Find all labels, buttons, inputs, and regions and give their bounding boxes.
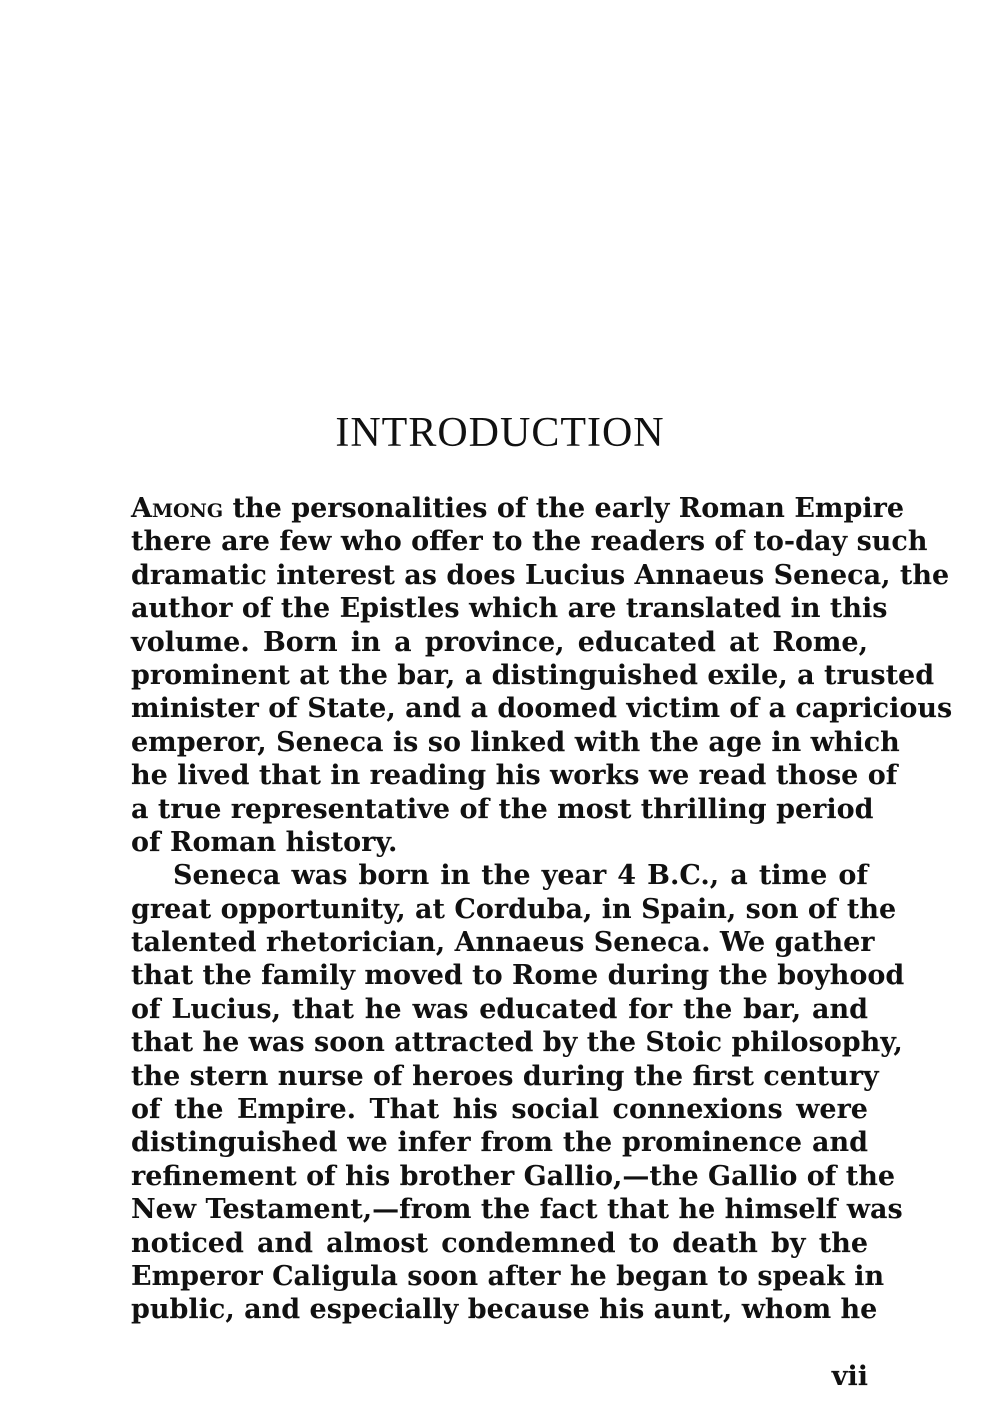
text-line: the stern nurse of heroes during the first century bbox=[131, 1060, 879, 1092]
text-line: distinguished we infer from the prominence and bbox=[131, 1127, 868, 1159]
text-line: volume. Born in a province, educated at Rome, bbox=[131, 626, 868, 658]
text-line: dramatic interest as does Lucius Annaeus Seneca, the bbox=[131, 559, 950, 591]
text-line: that the family moved to Rome during the boyhood bbox=[131, 960, 905, 992]
text-line: public, and especially because his aunt, whom he bbox=[131, 1294, 878, 1326]
text-line bbox=[131, 492, 905, 525]
page-number: vii bbox=[831, 1361, 868, 1392]
text-line: noticed and almost condemned to death by the bbox=[131, 1227, 868, 1259]
text-line: that he was soon attracted by the Stoic philosophy, bbox=[131, 1027, 903, 1059]
text-line-rest: the personalities of the early Roman Empire bbox=[223, 493, 905, 524]
text-line: great opportunity, at Corduba, in Spain, son of the bbox=[131, 893, 897, 925]
text-line: emperor, Seneca is so linked with the age in which bbox=[131, 726, 900, 758]
text-line: of Roman history. bbox=[131, 826, 398, 858]
text-line: of the Empire. That his social connexions were bbox=[131, 1094, 868, 1126]
text-line: refinement of his brother Gallio,—the Gallio of the bbox=[131, 1160, 896, 1192]
text-line: he lived that in reading his works we read those of bbox=[131, 760, 898, 792]
text-line: minister of State, and a doomed victim of a capricious bbox=[131, 693, 953, 725]
text-line: of Lucius, that he was educated for the bar, and bbox=[131, 993, 868, 1025]
text-line: Seneca was born in the year 4 B.C., a time of bbox=[173, 860, 868, 892]
text-line: prominent at the bar, a distinguished exile, a trusted bbox=[131, 659, 935, 691]
chapter-title: INTRODUCTION bbox=[335, 410, 665, 456]
text-line: New Testament,—from the fact that he himself was bbox=[131, 1194, 903, 1226]
text-line: author of the Epistles which are translated in this bbox=[131, 593, 888, 625]
body-text bbox=[131, 492, 953, 1327]
text-line: Emperor Caligula soon after he began to speak in bbox=[131, 1260, 885, 1292]
text-line: talented rhetorician, Annaeus Seneca. We gather bbox=[131, 927, 875, 959]
text-line: a true representative of the most thrilling period bbox=[131, 793, 874, 825]
text-line: there are few who offer to the readers of to-day such bbox=[131, 526, 928, 558]
opening-word: Among bbox=[131, 493, 224, 524]
